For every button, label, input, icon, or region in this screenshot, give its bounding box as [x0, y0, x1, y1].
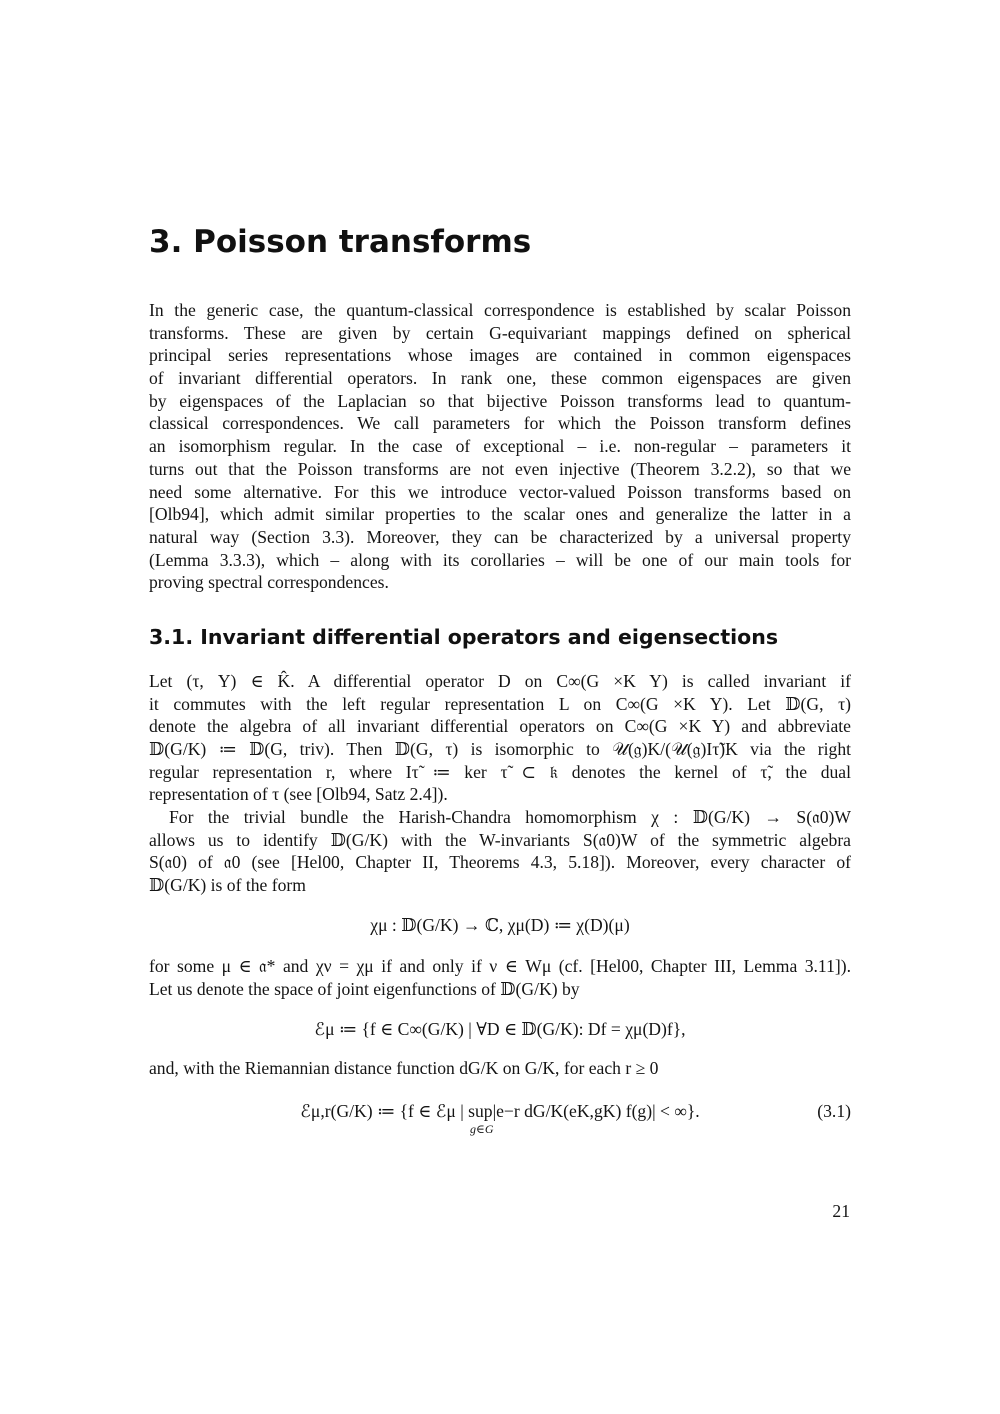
intro-line: (Lemma 3.3.3), which – along with its corollaries – will be one of our main tools for: [149, 549, 851, 570]
paragraph-harish-chandra: [149, 806, 851, 897]
section-title: 3.1. Invariant differential operators and eigensections: [149, 625, 779, 649]
equation-number: (3.1): [817, 1101, 851, 1121]
intro-line: need some alternative. For this we introduce vector-valued Poisson transforms based on: [149, 481, 851, 502]
intro-line: principal series representations whose images are contained in common eigenspaces: [149, 345, 851, 366]
intro-line: an isomorphism regular. In the case of exceptional – i.e. non-regular – parameters it: [149, 436, 851, 457]
paragraph-line: denote the algebra of all invariant differential operators on C∞(G ×K Y) and abbreviate: [149, 716, 851, 737]
paragraph-line: Let (τ, Y) ∈ K̂. A differential operator D on C∞(G ×K Y) is called invariant if: [149, 671, 851, 691]
equation-growth: ℰμ,r(G/K) ≔ {f ∈ ℰμ | sup|e−r dG/K(eK,gK) f(g)| < ∞}.: [300, 1101, 700, 1121]
paragraph-line: S(𝔞0) of 𝔞0 (see [Hel00, Chapter II, Theorems 4.3, 5.18]). Moreover, every character of: [149, 852, 851, 873]
paragraph-distance: [149, 1057, 851, 1080]
paragraph-line: it commutes with the left regular representation L on C∞(G ×K Y). Let 𝔻(G, τ): [149, 693, 851, 714]
paragraph-line: 𝔻(G/K) ≔ 𝔻(G, triv). Then 𝔻(G, τ) is isomorphic to 𝒰(𝔤)K/(𝒰(𝔤)Iτ̃)K via the right: [149, 739, 851, 760]
paragraph-line: and, with the Riemannian distance function dG/K on G/K, for each r ≥ 0: [149, 1058, 659, 1078]
equation-eigenspace: ℰμ ≔ {f ∈ C∞(G/K) | ∀D ∈ 𝔻(G/K): Df = χμ(D)f},: [314, 1019, 686, 1039]
paragraph-line: 𝔻(G/K) is of the form: [149, 875, 306, 896]
paragraph-line: Let us denote the space of joint eigenfunctions of 𝔻(G/K) by: [149, 978, 580, 999]
intro-paragraph: [149, 299, 851, 594]
paragraph-eigenfunctions: [149, 955, 851, 1000]
chapter-title: 3. Poisson transforms: [149, 224, 532, 260]
intro-line: by eigenspaces of the Laplacian so that bijective Poisson transforms lead to quantum-: [149, 390, 851, 411]
intro-line: proving spectral correspondences.: [149, 572, 389, 593]
paragraph-line: representation of τ (see [Olb94, Satz 2.4]).: [149, 784, 448, 805]
intro-line: natural way (Section 3.3). Moreover, they can be characterized by a universal property: [149, 526, 851, 547]
equation-growth-subscript: g∈G: [470, 1122, 494, 1136]
intro-line: turns out that the Poisson transforms are not even injective (Theorem 3.2.2), so that we: [149, 458, 851, 479]
intro-line: [Olb94], which admit similar properties to the scalar ones and generalize the latter in a: [149, 504, 851, 525]
paragraph-invariant-operators: [149, 670, 851, 806]
paragraph-line: allows us to identify 𝔻(G/K) with the W-invariants S(𝔞0)W of the symmetric algebra: [149, 829, 851, 850]
intro-line: transforms. These are given by certain G-equivariant mappings defined on spherical: [149, 322, 851, 343]
paragraph-line: For the trivial bundle the Harish-Chandra homomorphism χ : 𝔻(G/K) → S(𝔞0)W: [169, 807, 851, 827]
intro-line: In the generic case, the quantum-classical correspondence is established by scalar Poisson: [149, 300, 851, 320]
page-number: 21: [832, 1201, 850, 1221]
paragraph-line: regular representation r, where Iτ̃ ≔ ker τ̃ ⊂ 𝔨 denotes the kernel of τ̃, the dual: [149, 761, 851, 782]
intro-line: classical correspondences. We call parameters for which the Poisson transform defines: [149, 413, 851, 434]
intro-line: of invariant differential operators. In rank one, these common eigenspaces are given: [149, 368, 851, 389]
paragraph-line: for some μ ∈ 𝔞* and χν = χμ if and only if ν ∈ Wμ (cf. [Hel00, Chapter III, Lemma 3.11]).: [149, 956, 851, 976]
equation-character: χμ : 𝔻(G/K) → ℂ, χμ(D) ≔ χ(D)(μ): [370, 915, 630, 935]
